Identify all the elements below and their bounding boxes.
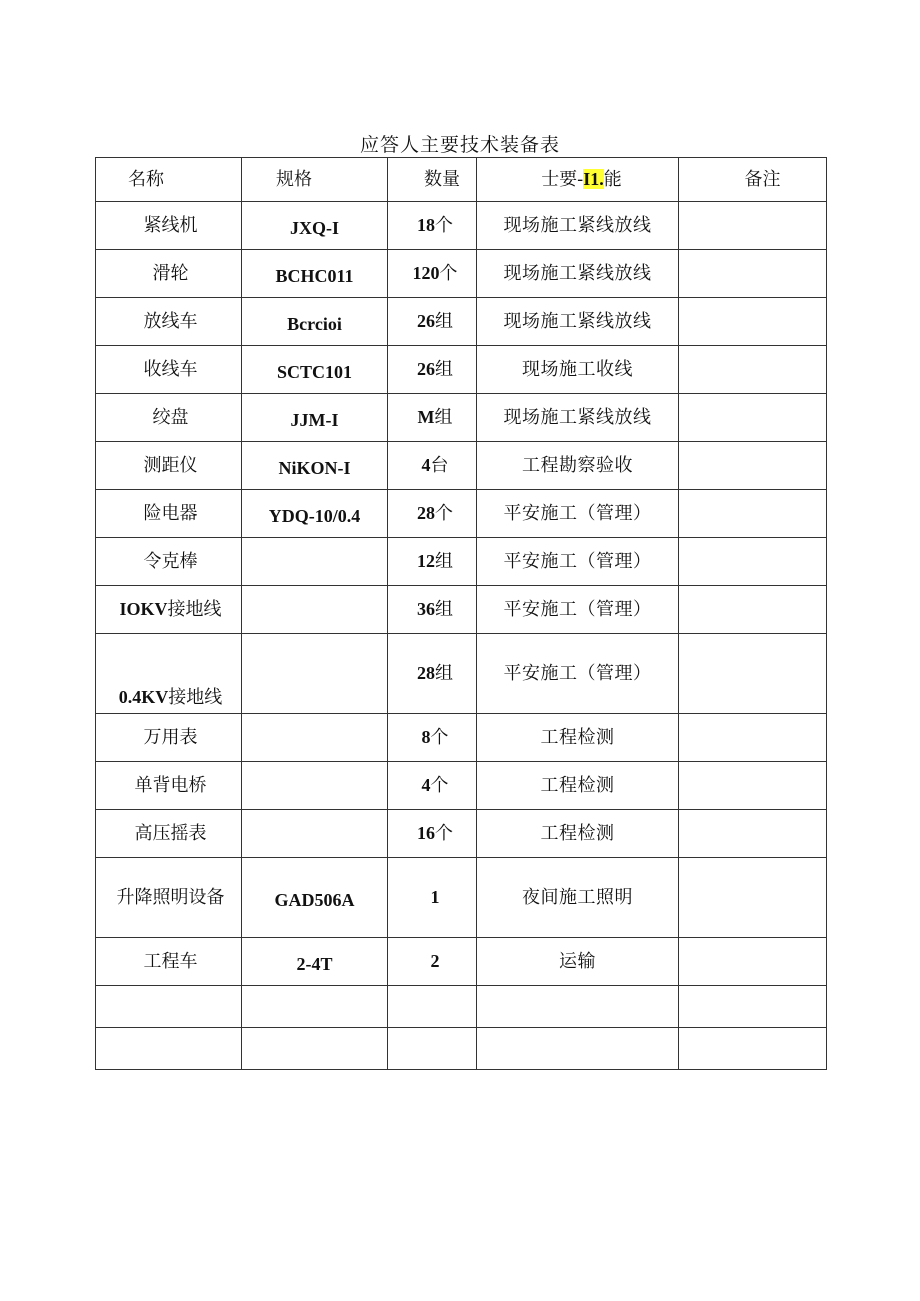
cell-spec: NiKON-I (242, 442, 388, 490)
cell-name (96, 586, 242, 634)
cell-name: 高压摇表 (96, 810, 242, 858)
cell-note (679, 442, 827, 490)
qty-number: 1 (430, 886, 440, 907)
qty-number: 8 (421, 726, 431, 747)
empty-row (96, 1028, 827, 1070)
qty-number: 4 (421, 454, 431, 475)
cell-note (679, 394, 827, 442)
document-title: 应答人主要技术装备表 (359, 134, 560, 156)
qty-unit: 个 (430, 774, 449, 796)
cell-note (679, 938, 827, 986)
qty-number: 28 (417, 502, 435, 523)
table-row (96, 442, 827, 490)
cell-name: 工程车 (96, 938, 242, 986)
cell-spec (242, 634, 388, 714)
cell-spec: JJM-I (242, 394, 388, 442)
qty-unit: 个 (435, 502, 453, 524)
cell-spec: YDQ-10/0.4 (242, 490, 388, 538)
header-spec: 规格 (242, 158, 388, 202)
qty-unit: 组 (435, 550, 453, 572)
header-function-prefix: 士要- (541, 168, 584, 190)
table-row (96, 810, 827, 858)
cell-qty (388, 202, 477, 250)
cell-function: 工程勘察验收 (477, 442, 679, 490)
header-row (96, 158, 827, 202)
cell-spec: JXQ-I (242, 202, 388, 250)
empty-cell (388, 1028, 477, 1070)
empty-cell (477, 1028, 679, 1070)
cell-note (679, 298, 827, 346)
cell-spec: 2-4T (242, 938, 388, 986)
qty-number: 120 (412, 262, 440, 283)
empty-cell (388, 986, 477, 1028)
cell-function: 平安施工（管理） (477, 634, 679, 714)
cell-name: 绞盘 (96, 394, 242, 442)
cell-qty (388, 394, 477, 442)
table-row (96, 298, 827, 346)
qty-unit: 台 (430, 454, 449, 476)
cell-spec (242, 538, 388, 586)
name-voltage: 0.4KV (118, 687, 169, 708)
cell-note (679, 346, 827, 394)
cell-note (679, 858, 827, 938)
cell-qty (388, 634, 477, 714)
table-row (96, 762, 827, 810)
cell-function: 现场施工紧线放线 (477, 250, 679, 298)
cell-name: 升降照明设备 (96, 858, 242, 938)
cell-spec: GAD506A (242, 858, 388, 938)
qty-number: 16 (417, 822, 435, 843)
empty-cell (242, 1028, 388, 1070)
cell-qty (388, 858, 477, 938)
cell-spec (242, 714, 388, 762)
cell-spec: SCTC101 (242, 346, 388, 394)
cell-function: 平安施工（管理） (477, 586, 679, 634)
cell-name: 滑轮 (96, 250, 242, 298)
table-row (96, 714, 827, 762)
table-row (96, 538, 827, 586)
cell-qty (388, 714, 477, 762)
empty-row (96, 986, 827, 1028)
table-row (96, 346, 827, 394)
cell-function: 平安施工（管理） (477, 490, 679, 538)
qty-unit: 组 (435, 598, 453, 620)
qty-unit: 组 (435, 310, 453, 332)
cell-qty (388, 586, 477, 634)
qty-number: 26 (417, 358, 435, 379)
cell-note (679, 586, 827, 634)
cell-qty (388, 938, 477, 986)
cell-function: 工程检测 (477, 714, 679, 762)
cell-function: 工程检测 (477, 810, 679, 858)
cell-name: 测距仪 (96, 442, 242, 490)
header-function-highlight: I1. (583, 168, 604, 189)
header-note: 备注 (679, 158, 827, 202)
cell-name: 万用表 (96, 714, 242, 762)
cell-note (679, 538, 827, 586)
cell-note (679, 250, 827, 298)
table-row (96, 938, 827, 986)
cell-name (96, 634, 242, 714)
qty-unit: 组 (435, 358, 453, 380)
cell-note (679, 202, 827, 250)
cell-name: 放线车 (96, 298, 242, 346)
cell-function: 平安施工（管理） (477, 538, 679, 586)
qty-unit: 组 (434, 406, 453, 428)
cell-function: 现场施工收线 (477, 346, 679, 394)
cell-qty (388, 298, 477, 346)
name-text: 接地线 (168, 687, 223, 709)
cell-qty (388, 346, 477, 394)
empty-cell (477, 986, 679, 1028)
table-row (96, 250, 827, 298)
cell-qty (388, 250, 477, 298)
table-row (96, 394, 827, 442)
qty-number: 2 (430, 950, 440, 971)
cell-qty (388, 442, 477, 490)
qty-unit: 个 (435, 214, 453, 236)
qty-number: 4 (421, 774, 431, 795)
empty-cell (679, 1028, 827, 1070)
header-function-suffix: 能 (603, 168, 622, 190)
header-function (477, 158, 679, 202)
cell-function: 工程检测 (477, 762, 679, 810)
table-row (96, 490, 827, 538)
qty-unit: 组 (435, 662, 453, 684)
header-qty: 数量 (388, 158, 477, 202)
cell-function: 运输 (477, 938, 679, 986)
qty-unit: 个 (430, 726, 449, 748)
cell-note (679, 490, 827, 538)
table-row (96, 634, 827, 714)
cell-note (679, 810, 827, 858)
qty-unit: 个 (435, 822, 453, 844)
cell-spec: BCHC011 (242, 250, 388, 298)
cell-spec: Bcrcioi (242, 298, 388, 346)
cell-spec (242, 586, 388, 634)
cell-function: 现场施工紧线放线 (477, 394, 679, 442)
empty-cell (679, 986, 827, 1028)
table-row (96, 202, 827, 250)
qty-number: M (417, 406, 435, 427)
name-text: 接地线 (167, 598, 222, 620)
cell-qty (388, 762, 477, 810)
name-voltage: IOKV (119, 598, 168, 619)
cell-function: 现场施工紧线放线 (477, 298, 679, 346)
equipment-table (95, 157, 827, 1070)
cell-name: 紧线机 (96, 202, 242, 250)
cell-note (679, 634, 827, 714)
qty-unit: 个 (439, 262, 458, 284)
cell-function: 现场施工紧线放线 (477, 202, 679, 250)
cell-function: 夜间施工照明 (477, 858, 679, 938)
empty-cell (96, 986, 242, 1028)
qty-number: 26 (417, 310, 435, 331)
qty-number: 28 (417, 662, 435, 683)
qty-number: 12 (417, 550, 435, 571)
empty-cell (96, 1028, 242, 1070)
cell-spec (242, 810, 388, 858)
cell-name: 单背电桥 (96, 762, 242, 810)
qty-number: 18 (417, 214, 435, 235)
cell-qty (388, 538, 477, 586)
header-name: 名称 (96, 158, 242, 202)
cell-note (679, 762, 827, 810)
cell-note (679, 714, 827, 762)
cell-name: 险电器 (96, 490, 242, 538)
qty-number: 36 (417, 598, 435, 619)
empty-cell (242, 986, 388, 1028)
table-row (96, 858, 827, 938)
cell-qty (388, 490, 477, 538)
table-row (96, 586, 827, 634)
cell-name: 令克棒 (96, 538, 242, 586)
cell-qty (388, 810, 477, 858)
cell-spec (242, 762, 388, 810)
cell-name: 收线车 (96, 346, 242, 394)
